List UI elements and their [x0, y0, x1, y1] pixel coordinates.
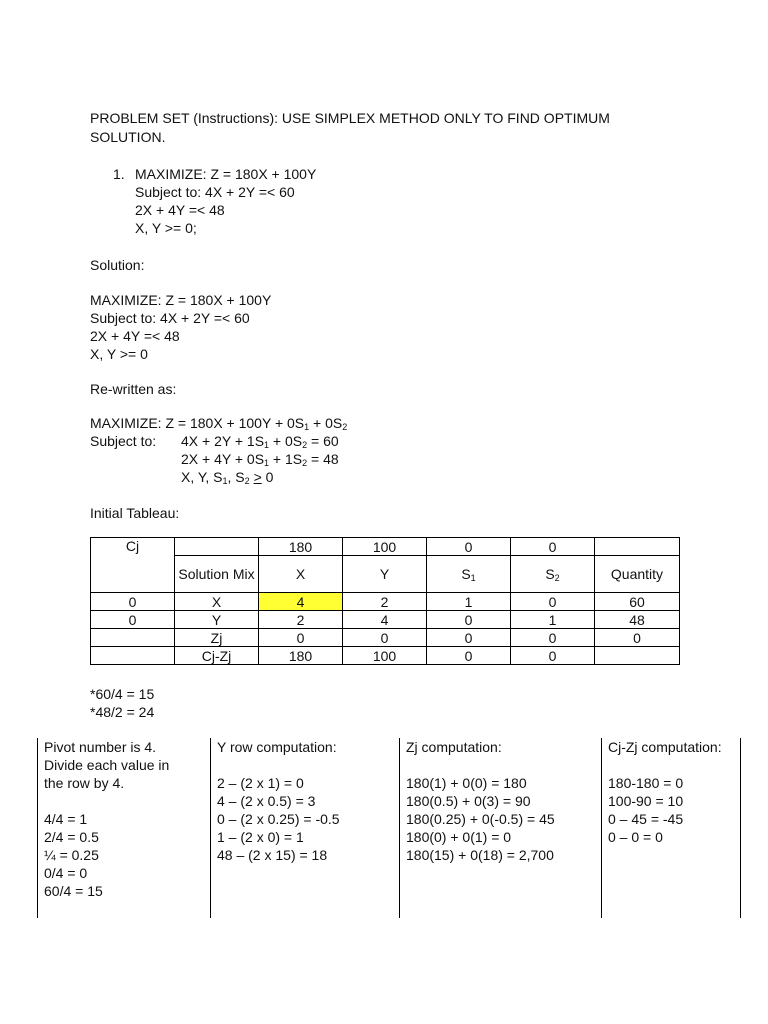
- step-line: [217, 756, 403, 774]
- pivot-computation: [37, 738, 210, 918]
- step-line: 48 – (2 x 15) = 18: [217, 847, 328, 863]
- row-cell: 2: [343, 593, 427, 611]
- header-s2: $S_2$: [511, 556, 595, 593]
- y-row-computation: [210, 738, 403, 918]
- rewritten-nonnegativity: X, Y, $S_1$, $S_2 > 0$: [181, 469, 274, 486]
- row-quantity: 60: [595, 593, 680, 611]
- row-cell: 0: [427, 629, 511, 647]
- tableau-cj-row: [91, 538, 680, 556]
- problem-constraint-1: Subject to: 4X + 2Y =< 60: [135, 184, 295, 200]
- row-mix: X: [175, 593, 259, 611]
- pivot-cell: 4: [259, 593, 343, 611]
- step-line: Y row computation:: [217, 739, 337, 755]
- step-line: 60/4 = 15: [44, 883, 103, 899]
- tableau-row-x: [91, 593, 680, 611]
- row-mix: Zj: [175, 629, 259, 647]
- row-cell: 1: [511, 611, 595, 629]
- cj-s2: 0: [511, 538, 595, 556]
- instructions-line-2: SOLUTION.: [90, 129, 166, 145]
- row-cj: 0: [91, 611, 175, 629]
- ratio-1: *60/4 = 15: [90, 686, 155, 702]
- step-line: 180(15) + 0(18) = 2,700: [406, 847, 554, 863]
- step-line: 4 – (2 x 0.5) = 3: [217, 793, 316, 809]
- row-cell: 0: [511, 647, 595, 665]
- step-line: 180(0) + 0(1) = 0: [406, 829, 512, 845]
- step-line: [608, 756, 740, 774]
- cj-blank: [175, 538, 259, 556]
- step-line: 0 – 0 = 0: [608, 829, 663, 845]
- cj-s1: 0: [427, 538, 511, 556]
- step-line: the row by 4.: [44, 775, 125, 791]
- step-line: [406, 756, 602, 774]
- step-line: [44, 792, 210, 810]
- row-quantity: 48: [595, 611, 680, 629]
- solution-constraint-2: 2X + 4Y =< 48: [90, 328, 180, 344]
- solution-objective: MAXIMIZE: Z = 180X + 100Y: [90, 292, 272, 308]
- problem-constraint-2: 2X + 4Y =< 48: [135, 202, 225, 218]
- row-cj: 0: [91, 593, 175, 611]
- step-line: 180(1) + 0(0) = 180: [406, 775, 527, 791]
- cj-x: 180: [259, 538, 343, 556]
- tableau-label: Initial Tableau:: [90, 505, 180, 521]
- header-quantity: Quantity: [595, 556, 680, 593]
- step-line: 0/4 = 0: [44, 865, 88, 881]
- row-cell: 0: [511, 593, 595, 611]
- step-line: 180(0.5) + 0(3) = 90: [406, 793, 531, 809]
- row-cell: 0: [427, 611, 511, 629]
- step-line: 2 – (2 x 1) = 0: [217, 775, 304, 791]
- solution-constraint-1: Subject to: 4X + 2Y =< 60: [90, 310, 250, 326]
- rewritten-constraint-2: $2X + 4Y + 0S_1 + 1S_2 = 48$: [181, 451, 339, 468]
- header-s1: $S_1$: [427, 556, 511, 593]
- computation-steps: [37, 738, 741, 918]
- step-line: 180-180 = 0: [608, 775, 684, 791]
- step-line: 0 – 45 = -45: [608, 811, 684, 827]
- step-line: ¼ = 0.25: [44, 847, 99, 863]
- problem-nonnegativity: X, Y >= 0;: [135, 220, 197, 236]
- solution-nonnegativity: X, Y >= 0: [90, 346, 148, 362]
- rewritten-subject-label: Subject to:: [90, 433, 157, 449]
- cj-y: 100: [343, 538, 427, 556]
- zj-computation: [399, 738, 602, 918]
- problem-number: 1.: [113, 166, 125, 182]
- row-cj: [91, 647, 175, 665]
- row-mix: Y: [175, 611, 259, 629]
- row-cell: 4: [343, 611, 427, 629]
- tableau-row-cjzj: [91, 647, 680, 665]
- step-line: 100-90 = 10: [608, 793, 684, 809]
- step-line: 2/4 = 0.5: [44, 829, 99, 845]
- step-line: Pivot number is 4.: [44, 739, 157, 755]
- solution-label: Solution:: [90, 257, 145, 273]
- header-x: X: [259, 556, 343, 593]
- row-cell: 0: [343, 629, 427, 647]
- row-cell: 0: [427, 647, 511, 665]
- rewritten-label: Re-written as:: [90, 381, 177, 397]
- row-cell: 180: [259, 647, 343, 665]
- row-cell: 0: [511, 629, 595, 647]
- row-cj: [91, 629, 175, 647]
- step-line: 180(0.25) + 0(-0.5) = 45: [406, 811, 555, 827]
- initial-tableau: [90, 537, 680, 665]
- cj-label: Cj: [91, 538, 175, 593]
- row-quantity: 0: [595, 629, 680, 647]
- step-line: 0 – (2 x 0.25) = -0.5: [217, 811, 340, 827]
- cj-zj-computation: [601, 738, 741, 918]
- row-mix: Cj-Zj: [175, 647, 259, 665]
- rewritten-constraint-1: $4X + 2Y + 1S_1 + 0S_2 = 60$: [181, 433, 339, 450]
- cj-quantity-blank: [595, 538, 680, 556]
- header-y: Y: [343, 556, 427, 593]
- step-line: Cj-Zj computation:: [608, 739, 722, 755]
- row-cell: 0: [259, 629, 343, 647]
- row-cell: 2: [259, 611, 343, 629]
- tableau-row-y: [91, 611, 680, 629]
- row-cell: 1: [427, 593, 511, 611]
- step-line: 4/4 = 1: [44, 811, 88, 827]
- problem-objective: MAXIMIZE: Z = 180X + 100Y: [135, 166, 317, 182]
- header-solution-mix: Solution Mix: [175, 556, 259, 593]
- step-line: 1 – (2 x 0) = 1: [217, 829, 304, 845]
- ratio-2: *48/2 = 24: [90, 704, 155, 720]
- step-line: Zj computation:: [406, 739, 502, 755]
- row-cell: 100: [343, 647, 427, 665]
- row-quantity: [595, 647, 680, 665]
- instructions-line-1: PROBLEM SET (Instructions): USE SIMPLEX METHOD ONLY TO FIND OPTIMUM: [90, 110, 610, 126]
- tableau-header-row: [91, 556, 680, 593]
- tableau-row-zj: [91, 629, 680, 647]
- step-line: Divide each value in: [44, 757, 170, 773]
- rewritten-objective: MAXIMIZE: $Z = 180X + 100Y + 0S_1 + 0S_2$: [90, 415, 348, 432]
